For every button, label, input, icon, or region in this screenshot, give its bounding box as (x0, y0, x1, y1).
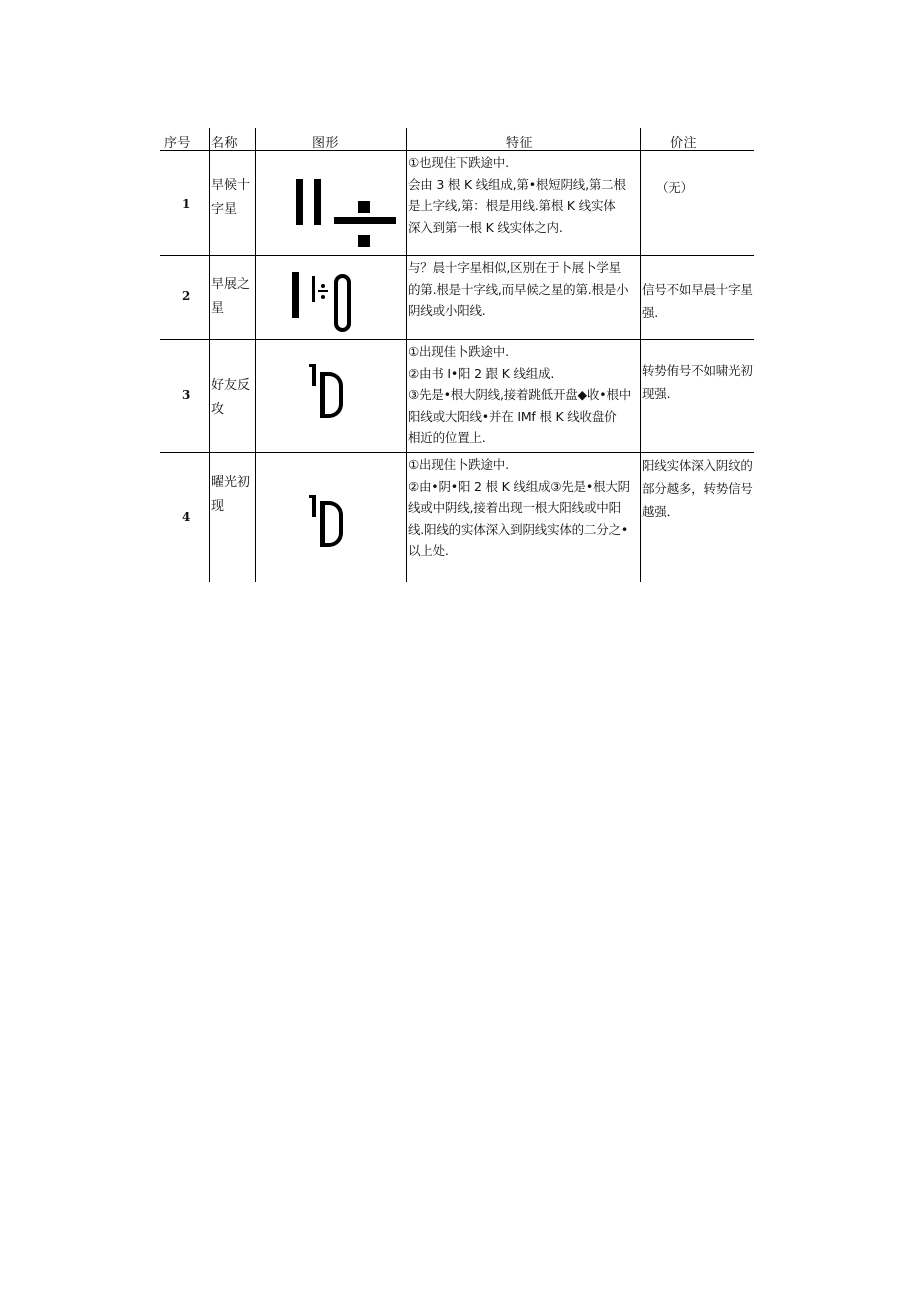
row-divider (160, 150, 754, 151)
row-index: 2 (182, 289, 191, 303)
header-index: 序号 (164, 136, 192, 151)
pattern-name: 早候十字星 (211, 178, 251, 217)
row-index: 1 (182, 197, 191, 211)
header-figure: 图形 (312, 136, 340, 151)
header-note: 价注 (670, 136, 698, 151)
pattern-name: 好友反攻 (211, 378, 251, 417)
three-candle-star-icon (256, 256, 406, 339)
three-candle-cross-icon (256, 151, 406, 255)
feature-text: 与？晨十字星相似,区别在于卜展卜学星 的第.根是十字线,而早候之星的第.根是小 阴线或小阳线. (408, 260, 629, 318)
note-text: 阳线实体深入阴纹的部分越多，转势信号越强． (642, 458, 753, 519)
row-divider (160, 452, 754, 453)
row-divider (160, 255, 754, 256)
note-text: 转势侑号不如啸光初现强. (642, 363, 753, 401)
feature-text: ①也现住下跌途中. 会由 3 根 K 线组成,第•根短阴线,第二根 是上字线,第：根是用线.第根 K 线实体 深入到第一根 K 线实体之内. (408, 155, 626, 235)
note-text: （无） (656, 180, 693, 195)
header-feature: 特征 (506, 136, 534, 151)
header-name: 名称 (211, 136, 239, 151)
note-text: 信号不如早晨十字星强. (642, 282, 753, 320)
feature-text: ①出现佳卜跌途中. ②由书 I•阳 2 跟 K 线组成. ③先是•根大阴线,接着跳低开盘◆收•根中 阳线或大阳线•并在 IMf 根 K 线收盘价 相近的位置上. (408, 344, 632, 445)
pattern-name: 早展之星 (211, 277, 251, 316)
two-candle-icon (256, 453, 406, 582)
pattern-name: 曜光初现 (211, 475, 251, 514)
column-divider (406, 128, 407, 582)
feature-text: ①出现住卜跌途中. ②由•阴•阳 2 根 K 线组成③先是•根大阴 线或中阴线,接着出现一根大阳线或中阳 线.阳线的实体深入到阴线实体的二分之• 以上处. (408, 457, 630, 558)
row-index: 4 (182, 510, 191, 524)
row-index: 3 (182, 388, 191, 402)
two-candle-icon (256, 340, 406, 452)
row-divider (160, 339, 754, 340)
column-divider (209, 128, 210, 582)
